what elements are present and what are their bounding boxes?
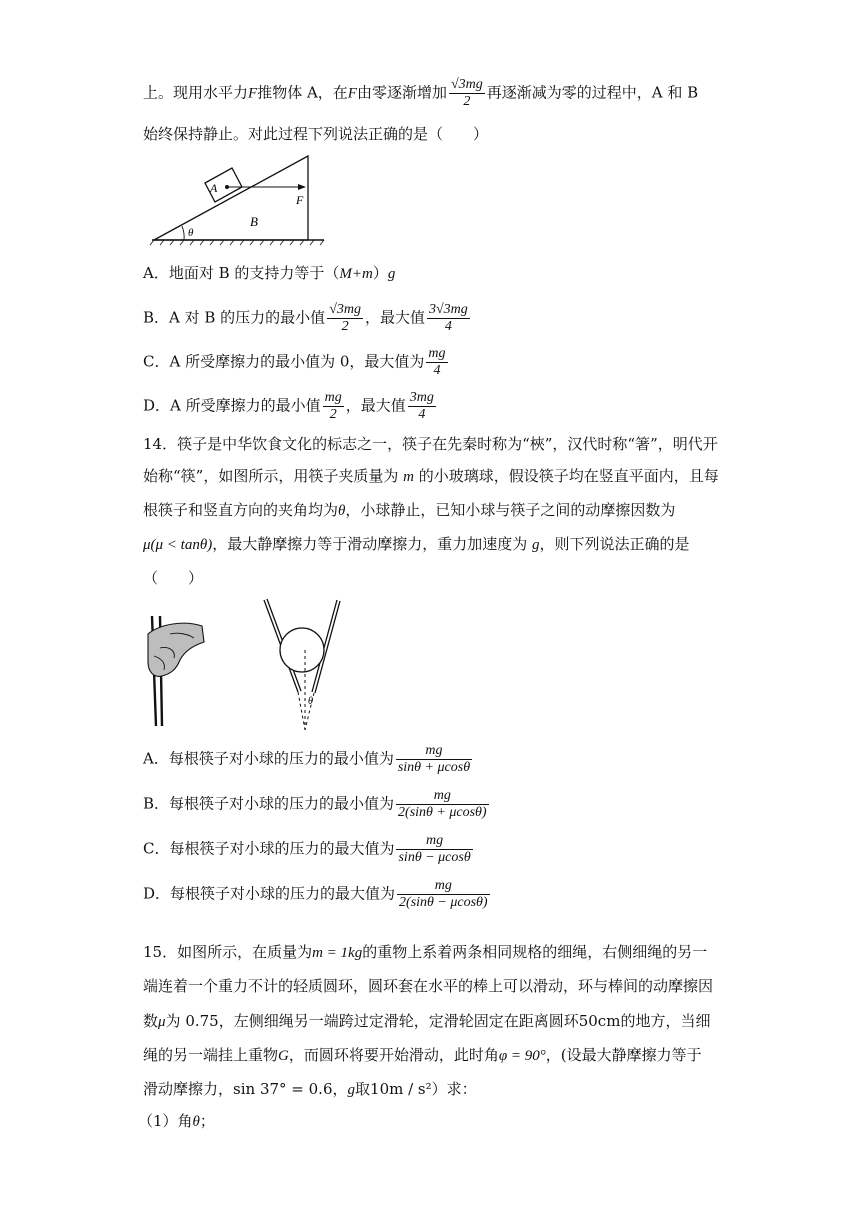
q14-stem-line5: （ ） — [143, 569, 204, 587]
q13-option-b: B．A 对 B 的压力的最小值 $\frac{√3mg}{2}$ ，最大值 $\frac{3√3mg}{4}$ — [143, 302, 468, 334]
f-max-fraction: $\frac{√3mg}{2}$ — [450, 77, 483, 109]
block-a-label: A — [210, 181, 218, 195]
q14-option-b: B．每根筷子对小球的压力的最小值为 $\frac{mg}{2(\sin\theta + \mu\cos\theta)}$ — [143, 788, 487, 820]
q14-option-c: C．每根筷子对小球的压力的最大值为 $\frac{mg}{\sin\theta - \mu\cos\theta}$ — [143, 833, 471, 865]
block-b-label: B — [250, 214, 258, 229]
force-f-label: F — [296, 193, 304, 207]
q15-stem-line1: 15．如图所示，在质量为m = 1kg的重物上系着两条相同规格的细绳，右侧细绳的另一 — [143, 943, 708, 961]
q13-option-d: D．A 所受摩擦力的最小值 $\frac{mg}{2}$ ，最大值 $\frac{3mg}{4}$ — [143, 390, 434, 422]
q15-stem-line4: 绳的另一端挂上重物G，而圆环将要开始滑动，此时角φ = 90°，(设最大静摩擦力等于 — [143, 1046, 702, 1064]
q14-stem-line2: 始称“筷”，如图所示，用筷子夹质量为 m 的小玻璃球，假设筷子均在竖直平面内，且每 — [143, 467, 719, 485]
q14-option-a: A．每根筷子对小球的压力的最小值为 $\frac{mg}{\sin\theta + \mu\cos\theta}$ — [143, 743, 471, 775]
q15-stem-line5: 滑动摩擦力，sin 37° = 0.6，g取10m / s²）求： — [143, 1080, 477, 1098]
theta-label: θ — [188, 227, 194, 239]
q15-stem-line3: 数μ为 0.75，左侧细绳另一端跨过定滑轮，定滑轮固定在距离圆环50cm的地方，当细 — [143, 1012, 711, 1030]
chopsticks-ball-figure — [254, 596, 350, 736]
q15-stem-line2: 端连着一个重力不计的轻质圆环，圆环套在水平的棒上可以滑动，环与棒间的动摩擦因 — [143, 977, 714, 995]
chopsticks-hand-figure — [140, 612, 210, 730]
q14-stem-line3: 根筷子和竖直方向的夹角均为θ，小球静止，已知小球与筷子之间的动摩擦因数为 — [143, 501, 676, 519]
q13-option-a: A．地面对 B 的支持力等于（M+m）g — [143, 264, 396, 282]
q13-option-c: C．A 所受摩擦力的最小值为 0，最大值为 $\frac{mg}{4}$ — [143, 346, 446, 378]
incline-figure — [148, 150, 328, 246]
q13-stem-line2: 始终保持静止。对此过程下列说法正确的是（ ） — [143, 125, 489, 143]
q13-stem-line1: 上。现用水平力F推物体 A，在F由零逐渐增加 $\frac{√3mg}{2}$ 再逐渐减为零的过程中，A 和 B — [143, 77, 699, 109]
q14-option-d: D．每根筷子对小球的压力的最大值为 $\frac{mg}{2(\sin\theta - \mu\cos\theta)}$ — [143, 878, 488, 910]
theta-label: θ — [308, 696, 313, 707]
q15-subquestion-1: （1）角θ； — [138, 1112, 215, 1130]
q14-stem-line4: μ(μ < tanθ)，最大静摩擦力等于滑动摩擦力，重力加速度为 g，则下列说法正确的是 — [143, 535, 690, 553]
q14-stem-line1: 14．筷子是中华饮食文化的标志之一，筷子在先秦时称为“梜”，汉代时称“箸”，明代开 — [143, 435, 718, 453]
